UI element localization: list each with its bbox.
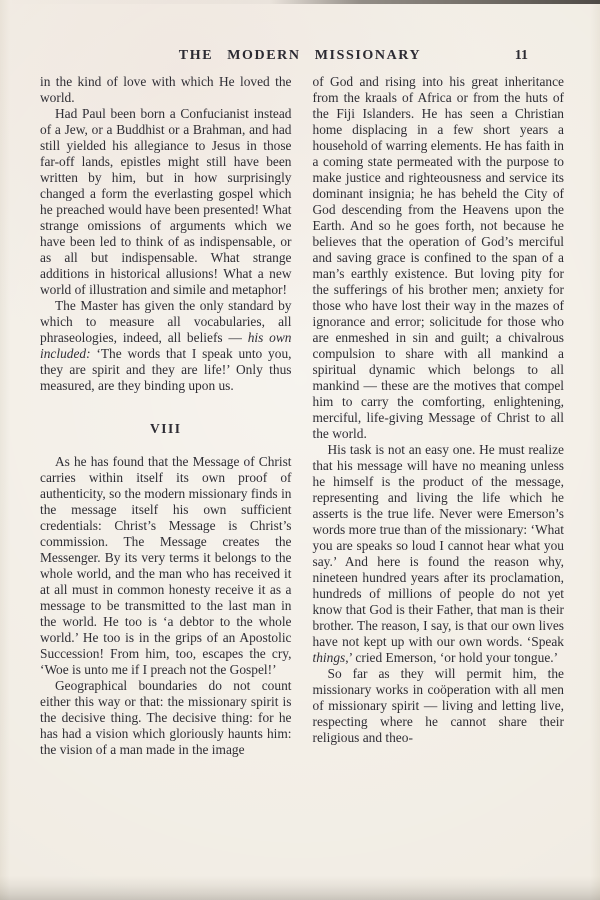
paragraph: Geographical boundaries do not count either this way or that: the missionary spirit is the decisive thing. The decisive thing: for he has had a vision which gloriously haunts him: the vision of a man made in the image [40,678,292,757]
paragraph-italic-text: his own included: [40,330,292,361]
paragraph-continuation: of God and rising into his great inheritance from the kraals of Africa or from the huts of the Fiji Islanders. He has seen a Christian home displacing in a few short years a household of warring elements. He has faith in a coming state permeated with the purpose to make justice and righteousness and service its dominant insignia; he has beheld the City of God descending from the Heavens upon the Earth. And so he goes forth, not because he believes that the operation of God’s merciful and saving grace is confined to the span of a man’s earthly existence. But loving pity for the sufferings of his brother men; anxiety for those who have lost their way in the mazes of ignorance and error; solicitude for those who are enmeshed in sin and guilt; a chivalrous compulsion to share with all mankind a spiritual dynamic which belongs to all mankind — these are the motives that compel him to carry the comforting, enlightening, merciful, life-giving Message of Christ to all the world. [312,74,564,441]
running-title: THE MODERN MISSIONARY [178,48,422,63]
paragraph: Had Paul been born a Confucianist instead of a Jew, or a Buddhist or a Brahman, and had still yielded his allegiance to Jesus in those far-off lands, epistles might still have been written by him, but in how surprisingly changed a form the everlasting gospel which he preached would have been presented! What strange omissions of arguments which we have been led to think of as indispensable, or as all but indispensable. What strange additions in historical allusions! What a new world of illustration and simile and metaphor! [40,106,292,297]
paragraph-italic-text: things [312,650,346,665]
right-column [313,74,565,758]
paragraph-text: The Master has given the only standard by which to measure all vocabularies, all phraseologies, indeed, all beliefs — [40,298,292,345]
paragraph [313,442,565,666]
paragraph: As he has found that the Message of Christ carries within itself its own proof of authenticity, so the modern missionary finds in the message itself his own sufficient credentials: Christ’s Message is Christ’s commission. The Message creates the Messenger. By its very terms it belongs to the whole world, and the man who has received it at all must in common honesty receive it as a message to be transmitted to the last man in the world. He too is ‘a debtor to the whole world.’ He too is in the grips of an Apostolic Succession! From him, too, escapes the cry, ‘Woe is unto me if I preach not the Gospel!’ [40,454,292,677]
section-heading-viii: VIII [149,421,182,436]
text-columns [0,68,600,758]
page-number: 11 [514,48,528,63]
scan-edge-bottom [0,876,600,900]
paragraph-text: ‘The words that I speak unto you, they are spirit and they are life!’ Only thus measured, are they binding upon us. [40,346,292,393]
paragraph-text: ,’ cried Emerson, ‘or hold your tongue.’ [345,650,559,665]
paragraph-continuation: in the kind of love with which He loved the world. [40,74,292,105]
paragraph [40,298,292,394]
paragraph-text: His task is not an easy one. He must realize that his message will have no meaning unless he himself is the product of the message, representing and living the life which he asserts is the true life. Never were Emerson’s words more true than of the missionary: ‘What you are speaks so loud I cannot hear what you say.’ And here is found the reason why, nineteen hundred years after its proclamation, hundreds of millions of people do not yet know that God is their Father, that man is their brother. The reason, I say, is that our own lives have not kept up with our own words. ‘Speak [312,442,564,649]
page-header [0,0,600,68]
paragraph: So far as they will permit him, the missionary works in coöperation with all men of missionary spirit — living and letting live, respecting where he cannot share their religious and theo- [312,666,564,745]
left-column [40,74,292,758]
